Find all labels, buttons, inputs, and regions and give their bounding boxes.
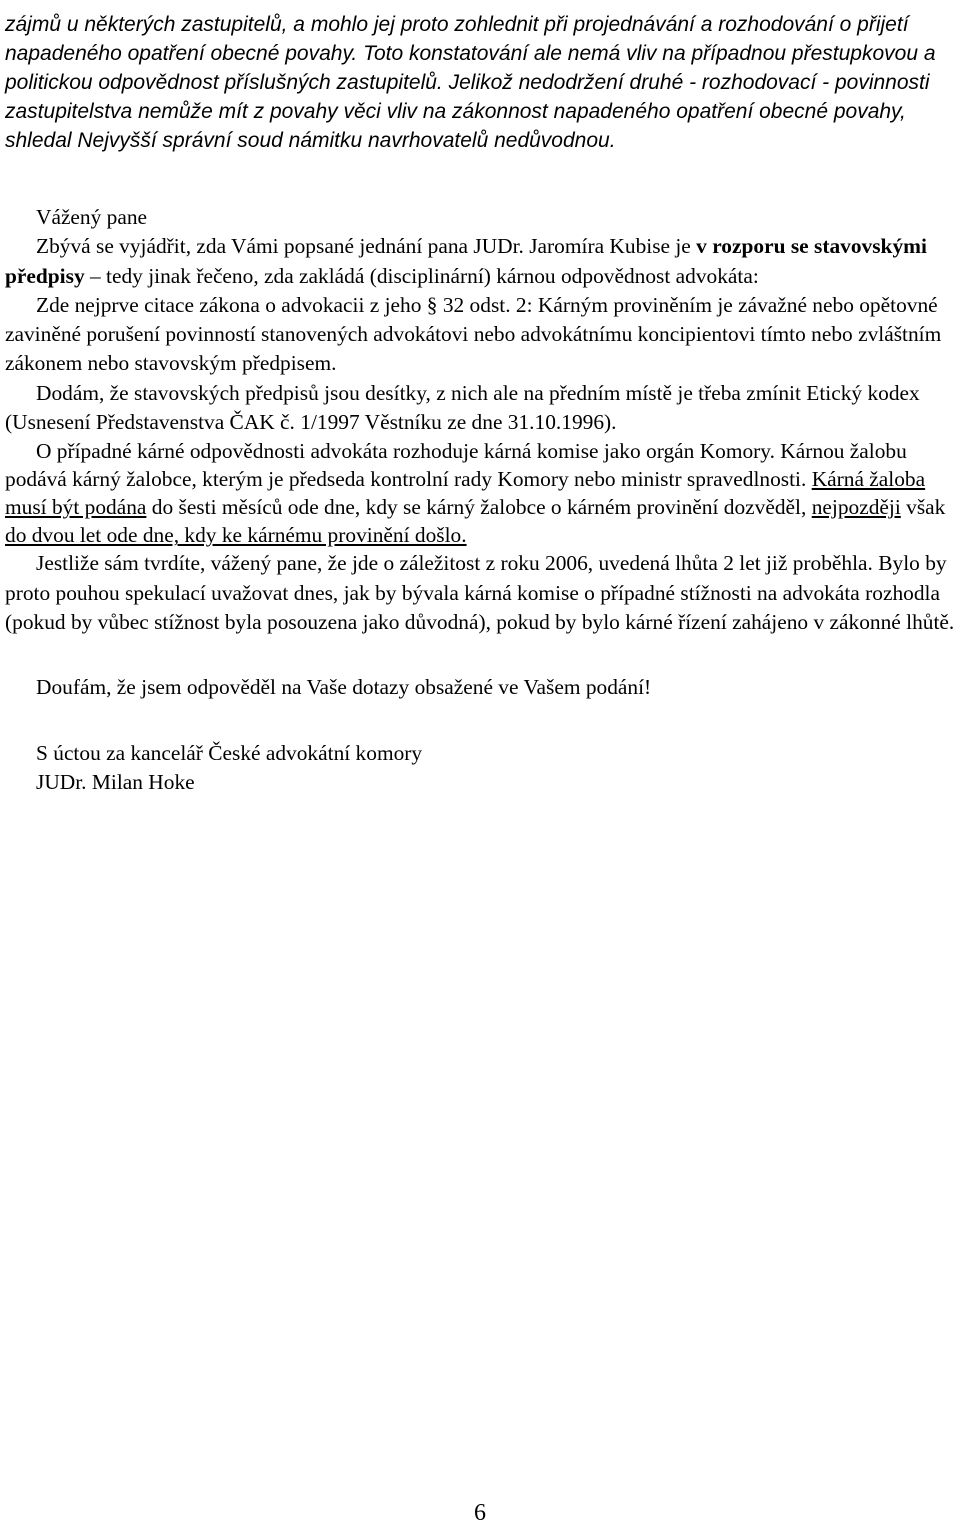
citation-text: Kárným proviněním je závažné nebo opětovné zaviněné porušení povinností stanovených advokátovi nebo advokátnímu koncipientovi tímto nebo zvláštním zákonem nebo stavovským předpisem. — [5, 292, 942, 376]
paragraph-text: Zbývá se vyjádřit, zda Vámi popsané jednání pana JUDr. Jaromíra Kubise je — [36, 234, 697, 259]
citation-intro: Zde nejprve citace zákona o advokacii z jeho § 32 odst. 2: — [36, 292, 538, 317]
underlined-text: nejpozději — [811, 495, 901, 520]
paragraph-ethics-code: Dodám, že stavovských předpisů jsou desítky, z nich ale na předním místě je třeba zmínit Etický kodex (Usnesení Představenstva ČAK č. 1/1997 Věstníku ze dne 31.10.1996). — [5, 380, 920, 435]
salutation: Vážený pane — [36, 205, 148, 229]
document-page — [5, 0, 955, 797]
paragraph-disciplinary-question — [5, 232, 955, 291]
paragraph-disciplinary-commission — [5, 437, 955, 549]
closing-question: Doufám, že jsem odpověděl na Vaše dotazy obsažené ve Vašem podání! — [36, 675, 652, 700]
court-quote-paragraph: zájmů u některých zastupitelů, a mohlo jej proto zohlednit při projednávání a rozhodování o přijetí napadeného opatření obecné povahy. Toto konstatování ale nemá vliv na případnou přestupkovou a politickou odpovědnost příslušných zastupitelů. Jelikož nedodržení druhé - rozhodovací - povinnosti zastupitelstva nemůže mít z povahy věci vliv na zákonnost napadeného opatření obecné povahy, shledal Nejvyšší správní soud námitku navrhovatelů nedůvodnou. — [5, 13, 936, 152]
signature-name: JUDr. Milan Hoke — [36, 769, 195, 794]
paragraph-law-citation — [5, 291, 955, 379]
bold-emphasis: v rozporu se stavovskými předpisy — [5, 234, 927, 288]
underlined-text: do dvou let ode dne, kdy ke kárnému provinění došlo. — [5, 523, 467, 548]
paragraph-text: do šesti měsíců ode dne, kdy se kárný žalobce o kárném provinění dozvěděl, — [146, 495, 812, 520]
paragraph-text: – tedy jinak řečeno, zda zakládá (disciplinární) kárnou odpovědnost advokáta: — [84, 263, 759, 288]
underlined-text: Kárná žaloba musí být podána — [5, 467, 926, 520]
paragraph-deadline-passed: Jestliže sám tvrdíte, vážený pane, že jde o záležitost z roku 2006, uvedená lhůta 2 let již proběhla. Bylo by proto pouhou spekulací uvažovat dnes, jak by bývala kárná komise o případné stížnosti na advokáta rozhodla (pokud by vůbec stížnost byla posouzena jako důvodná), pokud by bylo kárné řízení zahájeno v zákonné lhůtě. — [5, 551, 955, 634]
paragraph-text: však — [900, 495, 946, 520]
page-number: 6 — [474, 1500, 486, 1526]
paragraph-text: O případné kárné odpovědnosti advokáta rozhoduje kárná komise jako orgán Komory. Kárnou žalobu podává kárný žalobce, kterým je předseda kontrolní rady Komory nebo ministr spravedlnosti. — [5, 439, 907, 492]
signoff-line: S úctou za kancelář České advokátní komory — [36, 740, 423, 765]
